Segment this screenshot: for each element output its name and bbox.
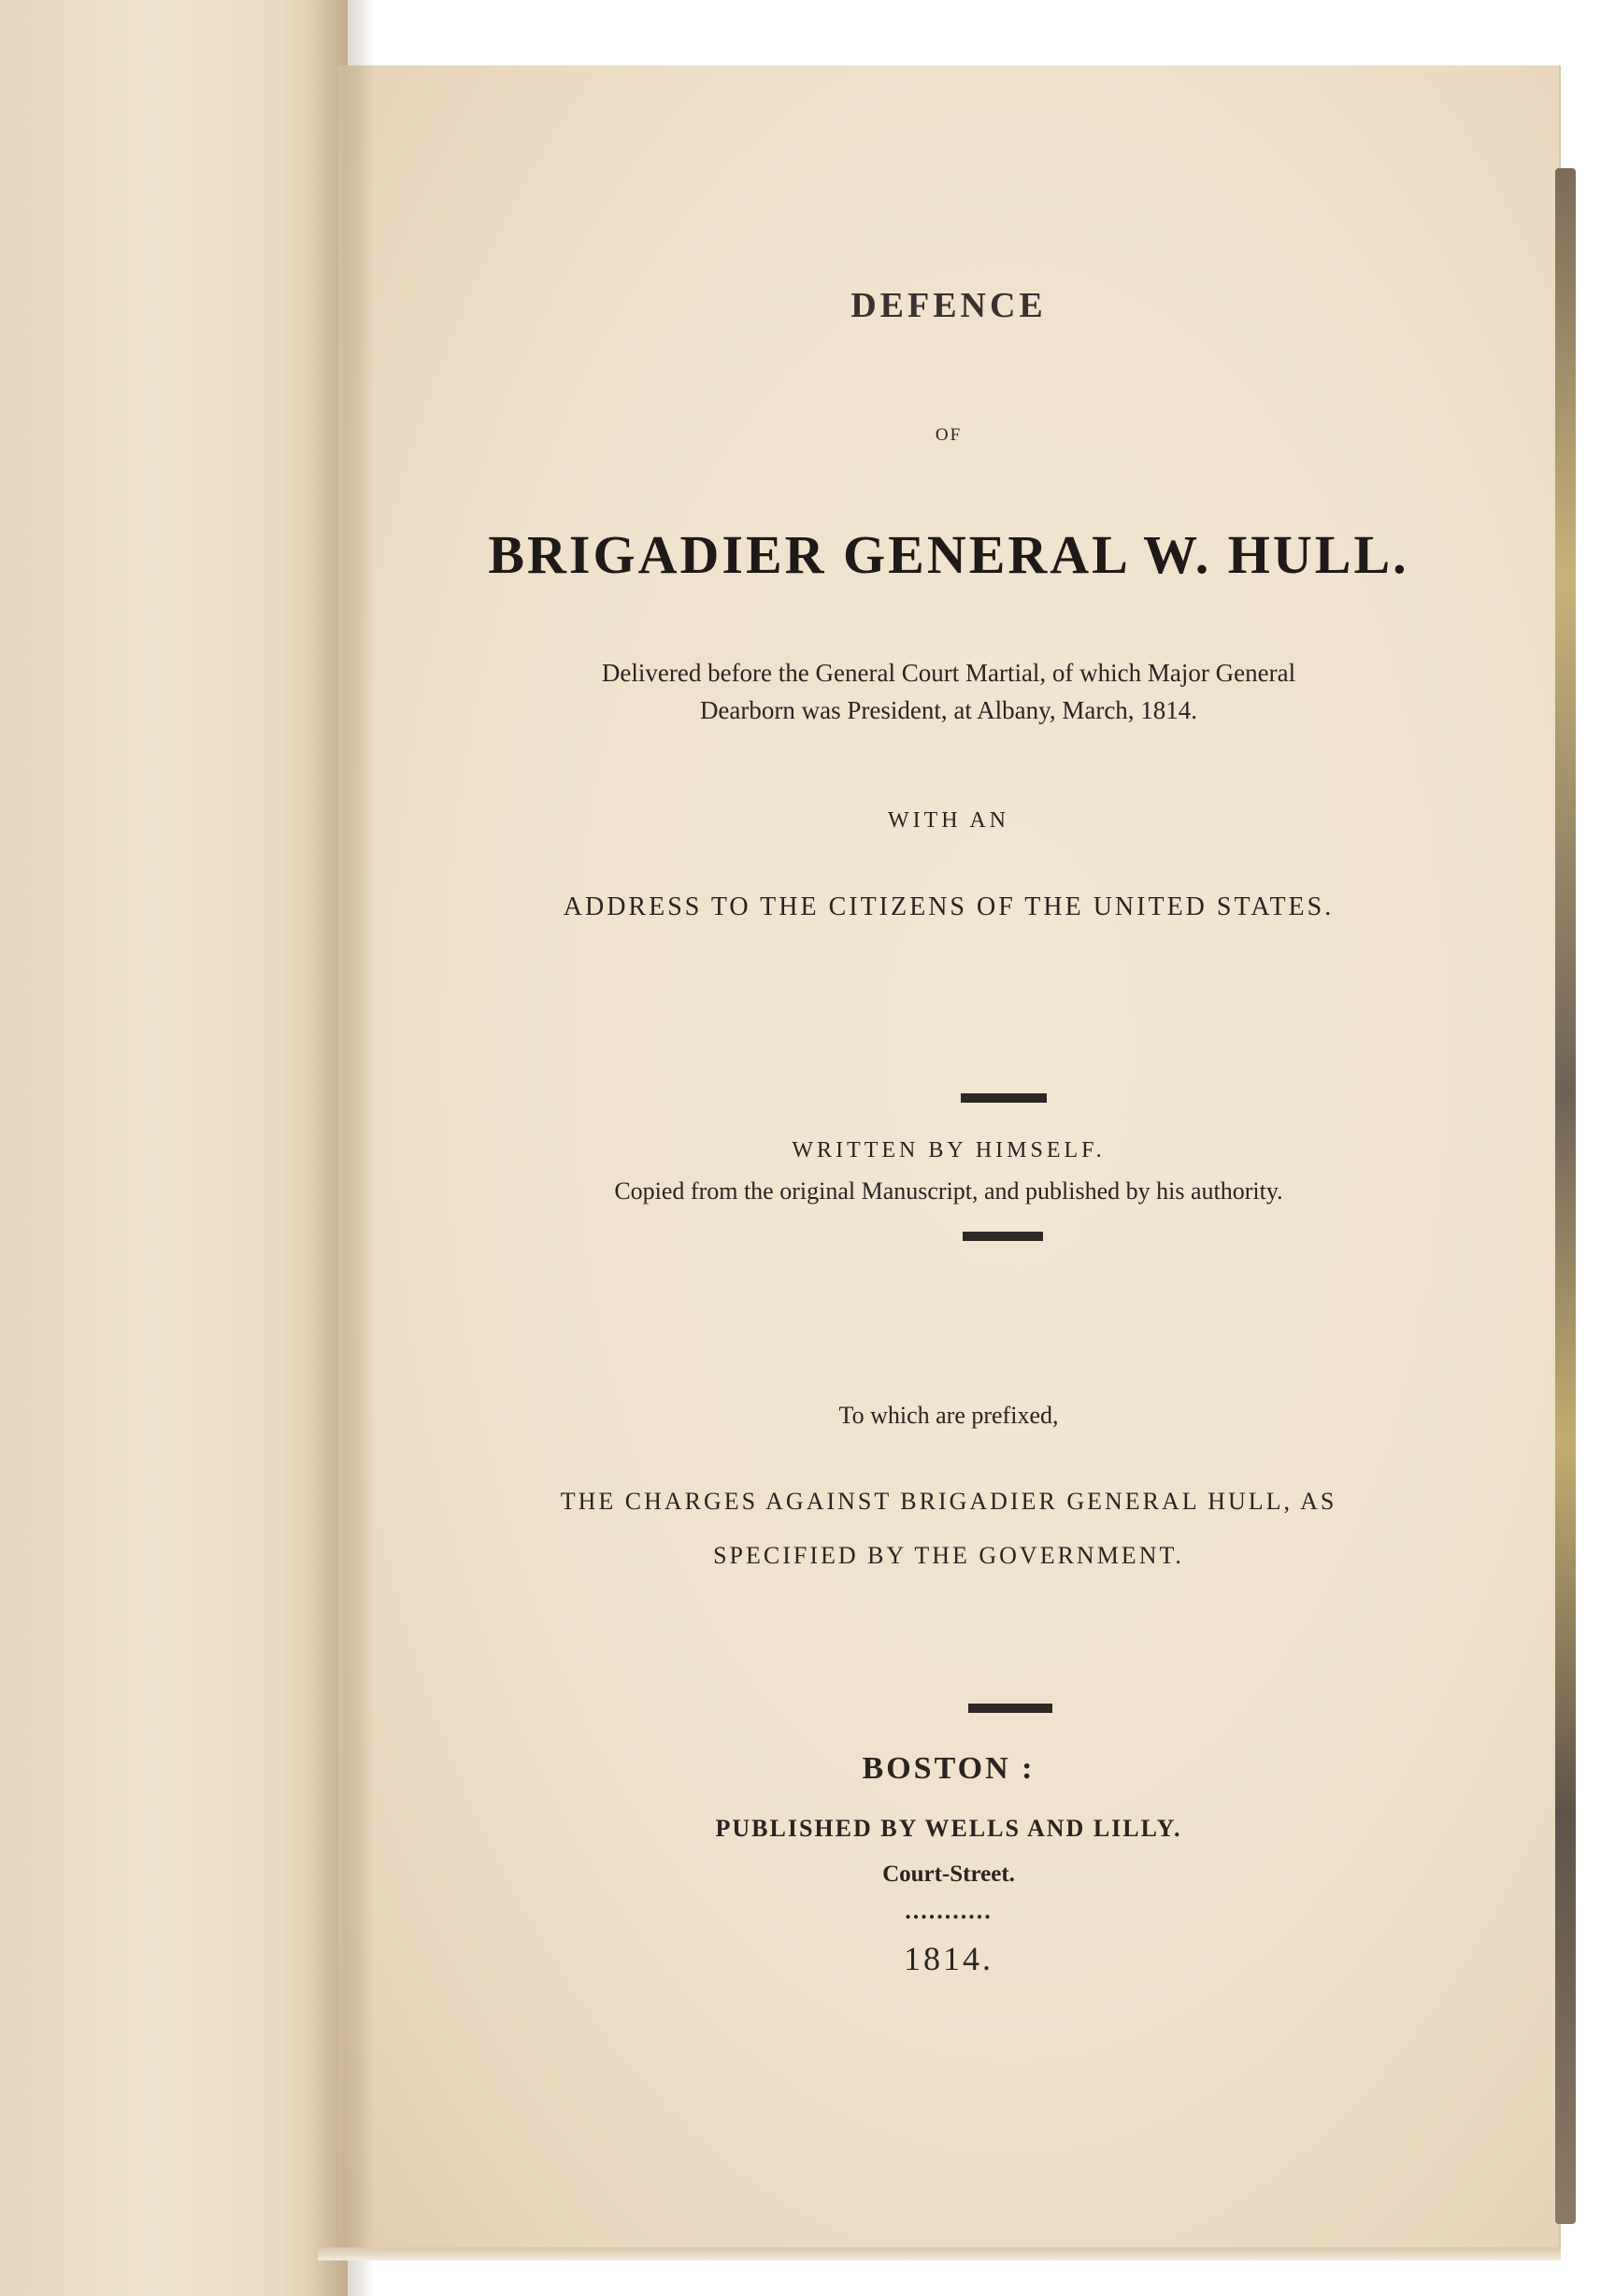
- delivered-line-1: Delivered before the General Court Martial, of which Major General: [601, 659, 1296, 687]
- address-heading: ADDRESS TO THE CITIZENS OF THE UNITED STATES.: [563, 892, 1335, 921]
- ornamental-rule-bottom: [968, 1704, 1052, 1713]
- book-subject-name: BRIGADIER GENERAL W. HULL.: [488, 524, 1409, 585]
- ornamental-rule-middle: [963, 1232, 1043, 1241]
- publisher-street: Court-Street.: [882, 1861, 1015, 1887]
- charges-line-1: THE CHARGES AGAINST BRIGADIER GENERAL HULL, AS: [560, 1488, 1337, 1515]
- charges-line-2: SPECIFIED BY THE GOVERNMENT.: [713, 1542, 1184, 1569]
- page-bottom-edge: [318, 2247, 1561, 2260]
- publication-place: BOSTON :: [862, 1751, 1036, 1786]
- ornamental-rule-top: [961, 1093, 1047, 1103]
- with-an-text: WITH AN: [888, 808, 1009, 833]
- prefixed-text: To which are prefixed,: [838, 1402, 1059, 1429]
- publication-year: 1814.: [904, 1940, 993, 1977]
- title-connector-of: OF: [935, 425, 963, 445]
- book-title: DEFENCE: [850, 286, 1047, 325]
- left-blank-page: [0, 0, 348, 2296]
- copied-from-text: Copied from the original Manuscript, and published by his authority.: [614, 1177, 1283, 1205]
- dotted-separator: ...........: [905, 1897, 993, 1924]
- publisher-line: PUBLISHED BY WELLS AND LILLY.: [715, 1815, 1182, 1842]
- delivered-line-2: Dearborn was President, at Albany, March, 1814.: [699, 696, 1198, 724]
- written-by-text: WRITTEN BY HIMSELF.: [792, 1138, 1106, 1162]
